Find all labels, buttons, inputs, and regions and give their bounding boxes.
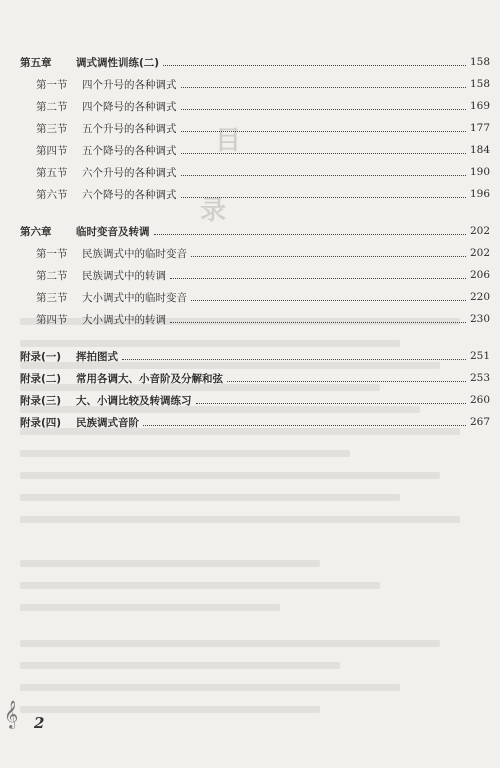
section-number: 第三节: [36, 122, 68, 135]
section-title: 民族调式中的临时变音: [82, 247, 187, 260]
page-number: 230: [469, 313, 490, 325]
dot-leader: [181, 130, 466, 132]
dot-leader: [196, 402, 466, 404]
toc-appendix-2[interactable]: [20, 368, 490, 388]
chapter-number: 第五章: [20, 56, 52, 69]
section-number: 第三节: [36, 291, 68, 304]
section-title: 大小调式中的临时变音: [82, 291, 187, 304]
section-title: 五个降号的各种调式: [82, 144, 177, 157]
appendix-title: 民族调式音阶: [76, 416, 139, 429]
page-number: 251: [469, 350, 490, 362]
page-number: 190: [469, 166, 490, 178]
toc-section[interactable]: [20, 287, 490, 307]
section-title: 六个升号的各种调式: [82, 166, 177, 179]
dot-leader: [181, 86, 466, 88]
toc-section[interactable]: [20, 184, 490, 204]
bleed-through-background: 目 录: [0, 0, 500, 768]
page-number: 177: [469, 122, 490, 134]
page-number: 253: [469, 372, 490, 384]
section-title: 五个升号的各种调式: [82, 122, 177, 135]
page-number: 169: [469, 100, 490, 112]
section-title: 民族调式中的转调: [82, 269, 166, 282]
section-title: 四个升号的各种调式: [82, 78, 177, 91]
section-number: 第一节: [36, 78, 68, 91]
dot-leader: [181, 174, 466, 176]
dot-leader: [154, 233, 466, 235]
toc-appendix-4[interactable]: [20, 412, 490, 432]
page-number: 260: [469, 394, 490, 406]
dot-leader: [170, 277, 466, 279]
section-number: 第五节: [36, 166, 68, 179]
dot-leader: [181, 196, 466, 198]
section-number: 第四节: [36, 144, 68, 157]
appendix-number: 附录(一): [20, 350, 62, 363]
toc-section[interactable]: [20, 243, 490, 263]
page-number: 158: [469, 78, 490, 90]
chapter-title: 临时变音及转调: [76, 225, 150, 238]
section-title: 大小调式中的转调: [82, 313, 166, 326]
chapter-title: 调式调性训练(二): [76, 56, 160, 69]
appendix-title: 大、小调比较及转调练习: [76, 394, 192, 407]
toc-section[interactable]: [20, 162, 490, 182]
page-number: 202: [469, 247, 490, 259]
section-number: 第二节: [36, 100, 68, 113]
toc-appendix-3[interactable]: [20, 390, 490, 410]
dot-leader: [181, 152, 466, 154]
page-number: 184: [469, 144, 490, 156]
section-title: 四个降号的各种调式: [82, 100, 177, 113]
section-number: 第四节: [36, 313, 68, 326]
appendix-title: 挥拍图式: [76, 350, 118, 363]
dot-leader: [227, 380, 466, 382]
chapter-number: 第六章: [20, 225, 52, 238]
page-number: 202: [469, 225, 490, 237]
page-number: 220: [469, 291, 490, 303]
dot-leader: [181, 108, 466, 110]
toc-appendix-1[interactable]: [20, 346, 490, 366]
dot-leader: [163, 64, 466, 66]
page-number: 196: [469, 188, 490, 200]
appendix-number: 附录(四): [20, 416, 62, 429]
toc-section[interactable]: [20, 118, 490, 138]
section-number: 第一节: [36, 247, 68, 260]
toc-section[interactable]: [20, 96, 490, 116]
toc-section[interactable]: [20, 309, 490, 329]
dot-leader: [191, 299, 466, 301]
appendix-number: 附录(二): [20, 372, 62, 385]
appendix-number: 附录(三): [20, 394, 62, 407]
dot-leader: [122, 358, 466, 360]
toc-section[interactable]: [20, 265, 490, 285]
toc-chapter-6[interactable]: [20, 221, 490, 241]
page-number: 206: [469, 269, 490, 281]
toc-section[interactable]: [20, 74, 490, 94]
page-number: 267: [469, 416, 490, 428]
section-title: 六个降号的各种调式: [82, 188, 177, 201]
toc-chapter-5[interactable]: [20, 52, 490, 72]
dot-leader: [170, 321, 466, 323]
appendix-title: 常用各调大、小音阶及分解和弦: [76, 372, 223, 385]
toc-section[interactable]: [20, 140, 490, 160]
section-number: 第二节: [36, 269, 68, 282]
treble-clef-icon: 𝄞: [4, 700, 19, 728]
dot-leader: [191, 255, 466, 257]
page-number: 158: [469, 56, 490, 68]
section-number: 第六节: [36, 188, 68, 201]
folio-page-number: 2: [34, 714, 45, 732]
dot-leader: [143, 424, 466, 426]
